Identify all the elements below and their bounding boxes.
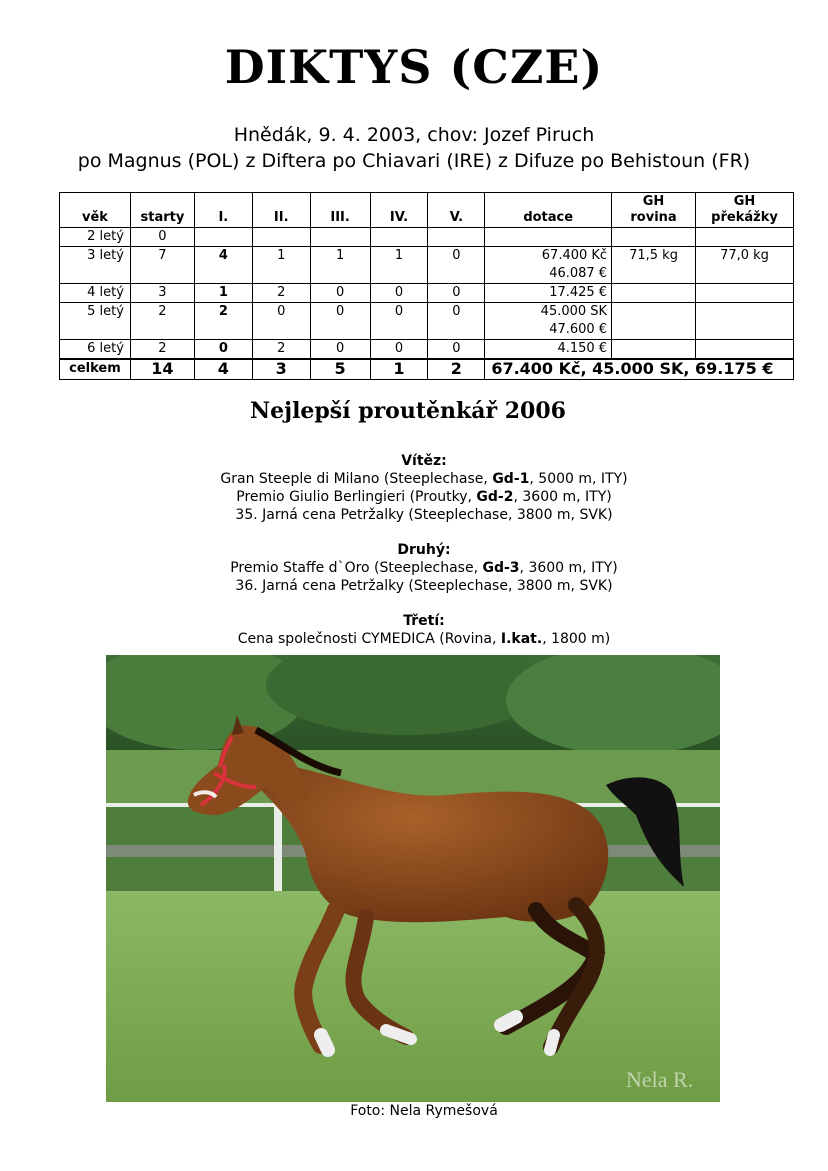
col-header-starts: starty [130,193,194,228]
row-second: 2 [252,284,310,303]
row-third: 0 [310,284,370,303]
row-fifth: 0 [428,340,485,360]
total-third: 5 [310,359,370,380]
row-gh-jumps: 77,0 kg [695,247,793,284]
row-starts: 2 [130,303,194,340]
horse-info-line: Hnědák, 9. 4. 2003, chov: Jozef Piruch [233,124,595,146]
row-third: 1 [310,247,370,284]
row-gh-jumps [695,303,793,340]
row-gh-flat [612,228,696,247]
row-second: 1 [252,247,310,284]
photo-watermark: Nela R. [626,1067,694,1092]
row-fourth: 0 [370,303,428,340]
row-first: 4 [194,247,252,284]
second-label: Druhý: [397,542,451,558]
col-header-gh-flat: GH rovina [612,193,696,228]
col-header-prize-money: dotace [485,193,612,228]
row-first [194,228,252,247]
row-gh-jumps [695,284,793,303]
row-fourth [370,228,428,247]
row-gh-jumps [695,340,793,360]
table-row [60,303,794,340]
row-starts: 2 [130,340,194,360]
row-fifth: 0 [428,247,485,284]
total-first: 4 [194,359,252,380]
row-gh-jumps [695,228,793,247]
table-row [60,247,794,284]
table-header-row [60,193,794,228]
result-line: 36. Jarná cena Petržalky (Steeplechase, 3800 m, SVK) [235,578,613,594]
result-line: 35. Jarná cena Petržalky (Steeplechase, 3800 m, SVK) [235,507,613,523]
third-label: Třetí: [403,613,445,629]
total-second: 3 [252,359,310,380]
row-starts: 0 [130,228,194,247]
row-age: 4 letý [60,284,131,303]
result-line: Premio Staffe d`Oro (Steeplechase, Gd-3, 3600 m, ITY) [230,560,618,576]
col-header-age: věk [60,193,131,228]
row-starts: 7 [130,247,194,284]
row-third [310,228,370,247]
row-prize-money [485,228,612,247]
row-fifth: 0 [428,284,485,303]
result-line: Gran Steeple di Milano (Steeplechase, Gd-1, 5000 m, ITY) [220,471,628,487]
table-row [60,228,794,247]
row-prize-money: 45.000 SK 47.600 € [485,303,612,340]
total-prize-money: 67.400 Kč, 45.000 SK, 69.175 € [485,359,794,380]
pedigree-line: po Magnus (POL) z Diftera po Chiavari (IRE) z Difuze po Behistoun (FR) [77,150,751,172]
row-first: 0 [194,340,252,360]
total-fourth: 1 [370,359,428,380]
row-starts: 3 [130,284,194,303]
row-second: 2 [252,340,310,360]
row-gh-flat [612,303,696,340]
row-fourth: 0 [370,284,428,303]
row-gh-flat: 71,5 kg [612,247,696,284]
row-fifth: 0 [428,303,485,340]
winner-label: Vítěz: [401,453,447,469]
row-fourth: 1 [370,247,428,284]
total-label: celkem [60,359,131,380]
winner-section [0,452,828,524]
row-prize-money: 4.150 € [485,340,612,360]
row-gh-flat [612,340,696,360]
table-row [60,340,794,360]
row-prize-money: 17.425 € [485,284,612,303]
best-horse-heading: Nejlepší proutěnkář 2006 [250,398,566,424]
row-second [252,228,310,247]
row-fifth [428,228,485,247]
result-line: Cena společnosti CYMEDICA (Rovina, I.kat., 1800 m) [237,631,611,647]
row-third: 0 [310,340,370,360]
total-starts: 14 [130,359,194,380]
row-third: 0 [310,303,370,340]
total-row [60,359,794,380]
row-age: 3 letý [60,247,131,284]
horse-name-title: DIKTYS (CZE) [224,40,604,94]
col-header-second: II. [252,193,310,228]
third-place-section [0,612,828,648]
row-first: 1 [194,284,252,303]
total-fifth: 2 [428,359,485,380]
col-header-first: I. [194,193,252,228]
row-age: 2 letý [60,228,131,247]
race-record-table [59,192,794,380]
col-header-third: III. [310,193,370,228]
second-place-section [0,541,828,595]
col-header-fifth: V. [428,193,485,228]
row-age: 5 letý [60,303,131,340]
col-header-fourth: IV. [370,193,428,228]
horse-photo [106,655,720,1102]
row-prize-money: 67.400 Kč 46.087 € [485,247,612,284]
result-line: Premio Giulio Berlingieri (Proutky, Gd-2, 3600 m, ITY) [236,489,612,505]
row-fourth: 0 [370,340,428,360]
row-first: 2 [194,303,252,340]
table-row [60,284,794,303]
row-second: 0 [252,303,310,340]
col-header-gh-jumps: GH překážky [695,193,793,228]
photo-caption: Foto: Nela Rymešová [350,1103,498,1119]
row-gh-flat [612,284,696,303]
row-age: 6 letý [60,340,131,360]
